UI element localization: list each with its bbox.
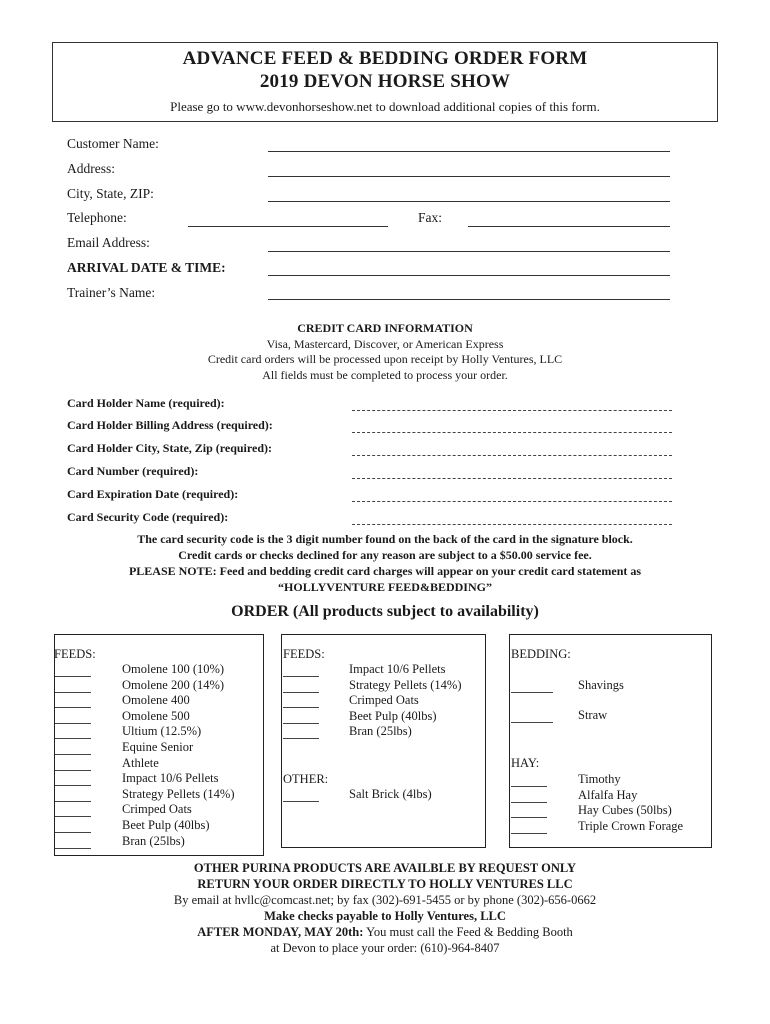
bedding-item-label: Straw <box>578 708 608 722</box>
arrival-label: ARRIVAL DATE & TIME: <box>67 260 226 275</box>
feed-item-2-quantity-field[interactable] <box>283 707 319 708</box>
feeds-heading-1: FEEDS: <box>54 647 96 661</box>
hay-item-quantity-field[interactable] <box>511 833 547 834</box>
booth-phone-note: at Devon to place your order: (610)-964-8407 <box>270 941 500 955</box>
address-label: Address: <box>67 161 115 176</box>
fax-field[interactable] <box>468 226 670 227</box>
security-code-note: The card security code is the 3 digit number found on the back of the card in the signature block. <box>137 532 633 546</box>
declined-fee-note: Credit cards or checks declined for any reason are subject to a $50.00 service fee. <box>178 548 592 562</box>
other-item-label: Salt Brick (4lbs) <box>349 787 432 801</box>
trainer-label: Trainer’s Name: <box>67 285 156 300</box>
feed-item-quantity-field[interactable] <box>55 692 91 693</box>
card-city-label: Card Holder City, State, Zip (required): <box>67 441 272 455</box>
form-subtitle-year: 2019 DEVON HORSE SHOW <box>259 71 511 92</box>
fax-label: Fax: <box>418 210 443 225</box>
hay-item-quantity-field[interactable] <box>511 802 547 803</box>
feed-item-2-quantity-field[interactable] <box>283 692 319 693</box>
trainer-field[interactable] <box>268 299 670 300</box>
other-products-note: OTHER PURINA PRODUCTS ARE AVAILBLE BY REQUEST ONLY <box>193 861 577 875</box>
hay-item-label: Triple Crown Forage <box>578 818 684 833</box>
customer-name-label: Customer Name: <box>67 136 159 151</box>
hay-item-label: Timothy <box>578 772 621 786</box>
feed-item-2-label: Bran (25lbs) <box>349 724 412 739</box>
telephone-field[interactable] <box>188 226 388 227</box>
return-order-note: RETURN YOUR ORDER DIRECTLY TO HOLLY VENTURES LLC <box>197 877 573 891</box>
other-heading: OTHER: <box>283 772 329 786</box>
hay-item-quantity-field[interactable] <box>511 817 547 818</box>
bedding-heading: BEDDING: <box>511 647 571 661</box>
bedding-item-quantity-field[interactable] <box>511 722 553 723</box>
hay-item-quantity-field[interactable] <box>511 786 547 787</box>
download-note: Please go to www.devonhorseshow.net to download additional copies of this form. <box>170 99 600 114</box>
feed-item-2-label: Beet Pulp (40lbs) <box>349 708 437 723</box>
feed-item-label: Ultium (12.5%) <box>122 724 202 739</box>
card-number-label: Card Number (required): <box>67 464 199 478</box>
card-holder-name-label: Card Holder Name (required): <box>67 396 225 410</box>
email-label: Email Address: <box>67 235 150 250</box>
feed-item-label: Equine Senior <box>122 740 194 754</box>
feed-item-quantity-field[interactable] <box>55 676 91 677</box>
hay-item-label: Alfalfa Hay <box>578 787 638 802</box>
feed-item-quantity-field[interactable] <box>55 707 91 708</box>
order-title: ORDER (All products subject to availability) <box>231 603 539 620</box>
feeds-heading-2: FEEDS: <box>283 647 325 661</box>
feed-item-label: Beet Pulp (40lbs) <box>122 818 210 832</box>
hay-heading: HAY: <box>511 756 540 770</box>
feed-item-label: Athlete <box>122 755 159 770</box>
feed-item-label: Omolene 100 (10%) <box>122 662 225 676</box>
card-holder-name-field[interactable] <box>352 410 672 411</box>
card-expiration-field[interactable] <box>352 501 672 502</box>
feed-item-2-label: Strategy Pellets (14%) <box>349 677 462 692</box>
feed-item-label: Omolene 200 (14%) <box>122 677 225 692</box>
credit-card-heading: CREDIT CARD INFORMATION <box>297 321 473 335</box>
feed-item-quantity-field[interactable] <box>55 848 91 849</box>
feed-item-label: Strategy Pellets (14%) <box>122 786 235 801</box>
feed-item-quantity-field[interactable] <box>55 832 91 833</box>
feed-item-label: Crimped Oats <box>122 802 192 817</box>
after-deadline-note <box>0 925 770 940</box>
form-title: ADVANCE FEED & BEDDING ORDER FORM <box>182 48 588 69</box>
checks-payable-note: Make checks payable to Holly Ventures, LLC <box>264 909 506 923</box>
city-state-zip-label: City, State, ZIP: <box>67 186 154 201</box>
card-security-label: Card Security Code (required): <box>67 510 229 524</box>
other-item-quantity-field[interactable] <box>283 801 319 802</box>
deadline-instruction: You must call the Feed & Bedding Booth <box>363 925 573 939</box>
credit-card-types: Visa, Mastercard, Discover, or American Express <box>266 337 504 351</box>
bedding-item-quantity-field[interactable] <box>511 692 553 693</box>
credit-card-processing-note: Credit card orders will be processed upon receipt by Holly Ventures, LLC <box>207 352 563 366</box>
telephone-label: Telephone: <box>67 210 127 225</box>
feed-item-quantity-field[interactable] <box>55 801 91 802</box>
feed-item-quantity-field[interactable] <box>55 816 91 817</box>
customer-name-field[interactable] <box>268 151 670 152</box>
feed-item-label: Bran (25lbs) <box>122 833 185 848</box>
feed-item-quantity-field[interactable] <box>55 723 91 724</box>
feed-item-quantity-field[interactable] <box>55 738 91 739</box>
hay-item-label: Hay Cubes (50lbs) <box>578 803 672 818</box>
feed-item-quantity-field[interactable] <box>55 754 91 755</box>
feed-item-2-label: Impact 10/6 Pellets <box>349 662 446 676</box>
email-field[interactable] <box>268 251 670 252</box>
feed-item-label: Omolene 500 <box>122 708 190 723</box>
feed-item-quantity-field[interactable] <box>55 785 91 786</box>
billing-address-field[interactable] <box>352 432 672 433</box>
address-field[interactable] <box>268 176 670 177</box>
feed-item-label: Omolene 400 <box>122 693 190 708</box>
card-security-field[interactable] <box>352 524 672 525</box>
feed-item-2-quantity-field[interactable] <box>283 723 319 724</box>
credit-card-fields-note: All fields must be completed to process your order. <box>262 368 508 382</box>
arrival-field[interactable] <box>268 275 670 276</box>
bedding-item-label: Shavings <box>578 678 624 692</box>
deadline-label: AFTER MONDAY, MAY 20th: <box>197 925 364 939</box>
card-expiration-label: Card Expiration Date (required): <box>67 487 239 501</box>
billing-address-label: Card Holder Billing Address (required): <box>67 418 273 432</box>
statement-descriptor: “HOLLYVENTURE FEED&BEDDING” <box>278 580 492 594</box>
city-state-zip-field[interactable] <box>268 201 670 202</box>
card-number-field[interactable] <box>352 478 672 479</box>
feed-item-quantity-field[interactable] <box>55 770 91 771</box>
feed-item-2-quantity-field[interactable] <box>283 676 319 677</box>
feed-item-2-label: Crimped Oats <box>349 693 419 708</box>
card-city-field[interactable] <box>352 455 672 456</box>
contact-info: By email at hvllc@comcast.net; by fax (302)-691-5455 or by phone (302)-656-0662 <box>173 893 597 907</box>
feed-item-label: Impact 10/6 Pellets <box>122 771 219 786</box>
feed-item-2-quantity-field[interactable] <box>283 738 319 739</box>
statement-note: PLEASE NOTE: Feed and bedding credit card charges will appear on your credit card statement as <box>128 564 642 578</box>
